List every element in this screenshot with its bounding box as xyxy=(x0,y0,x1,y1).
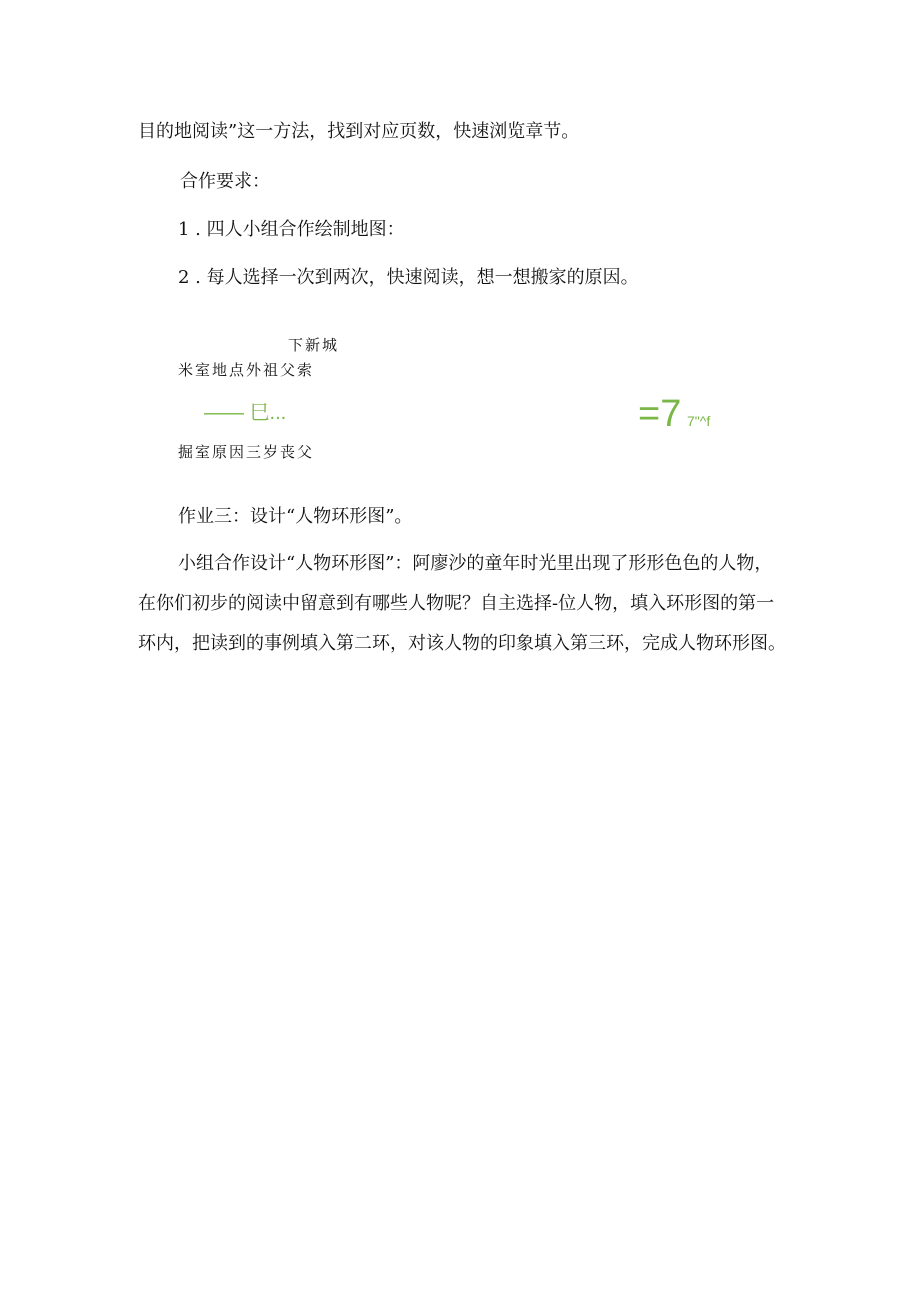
diagram-middle-mark: —— 巳... xyxy=(204,402,287,424)
diagram-upper-row: 米室地点外祖父索 xyxy=(178,361,315,379)
homework-3-body: 小组合作设计“人物环形图”：阿廖沙的童年时光里出现了形形色色的人物，在你们初步的阅读中留意到有哪些人物呢？自主选择-位人物，填入环形图的第一环内，把读到的事例填入第二环，对该人物的印象填入第三环，完成人物环形图。 xyxy=(138,553,786,654)
homework-3-title: 作业三：设计“人物环形图”。 xyxy=(178,506,413,527)
text-line-intro: 目的地阅读”这一方法，找到对应页数，快速浏览章节。 xyxy=(138,121,580,142)
diagram-right-symbol: =7 xyxy=(638,393,682,435)
requirement-2: 2 . 每人选择一次到两次，快速阅读，想一想搬家的原因。 xyxy=(178,267,639,288)
requirement-1: 1 . 四人小组合作绘制地图： xyxy=(178,219,405,240)
diagram-lower-row: 掘室原因三岁丧父 xyxy=(178,443,315,461)
diagram-right-small: 7"^f xyxy=(687,413,711,429)
diagram-top-label: 下新城 xyxy=(288,336,340,354)
cooperation-heading: 合作要求： xyxy=(180,171,270,192)
